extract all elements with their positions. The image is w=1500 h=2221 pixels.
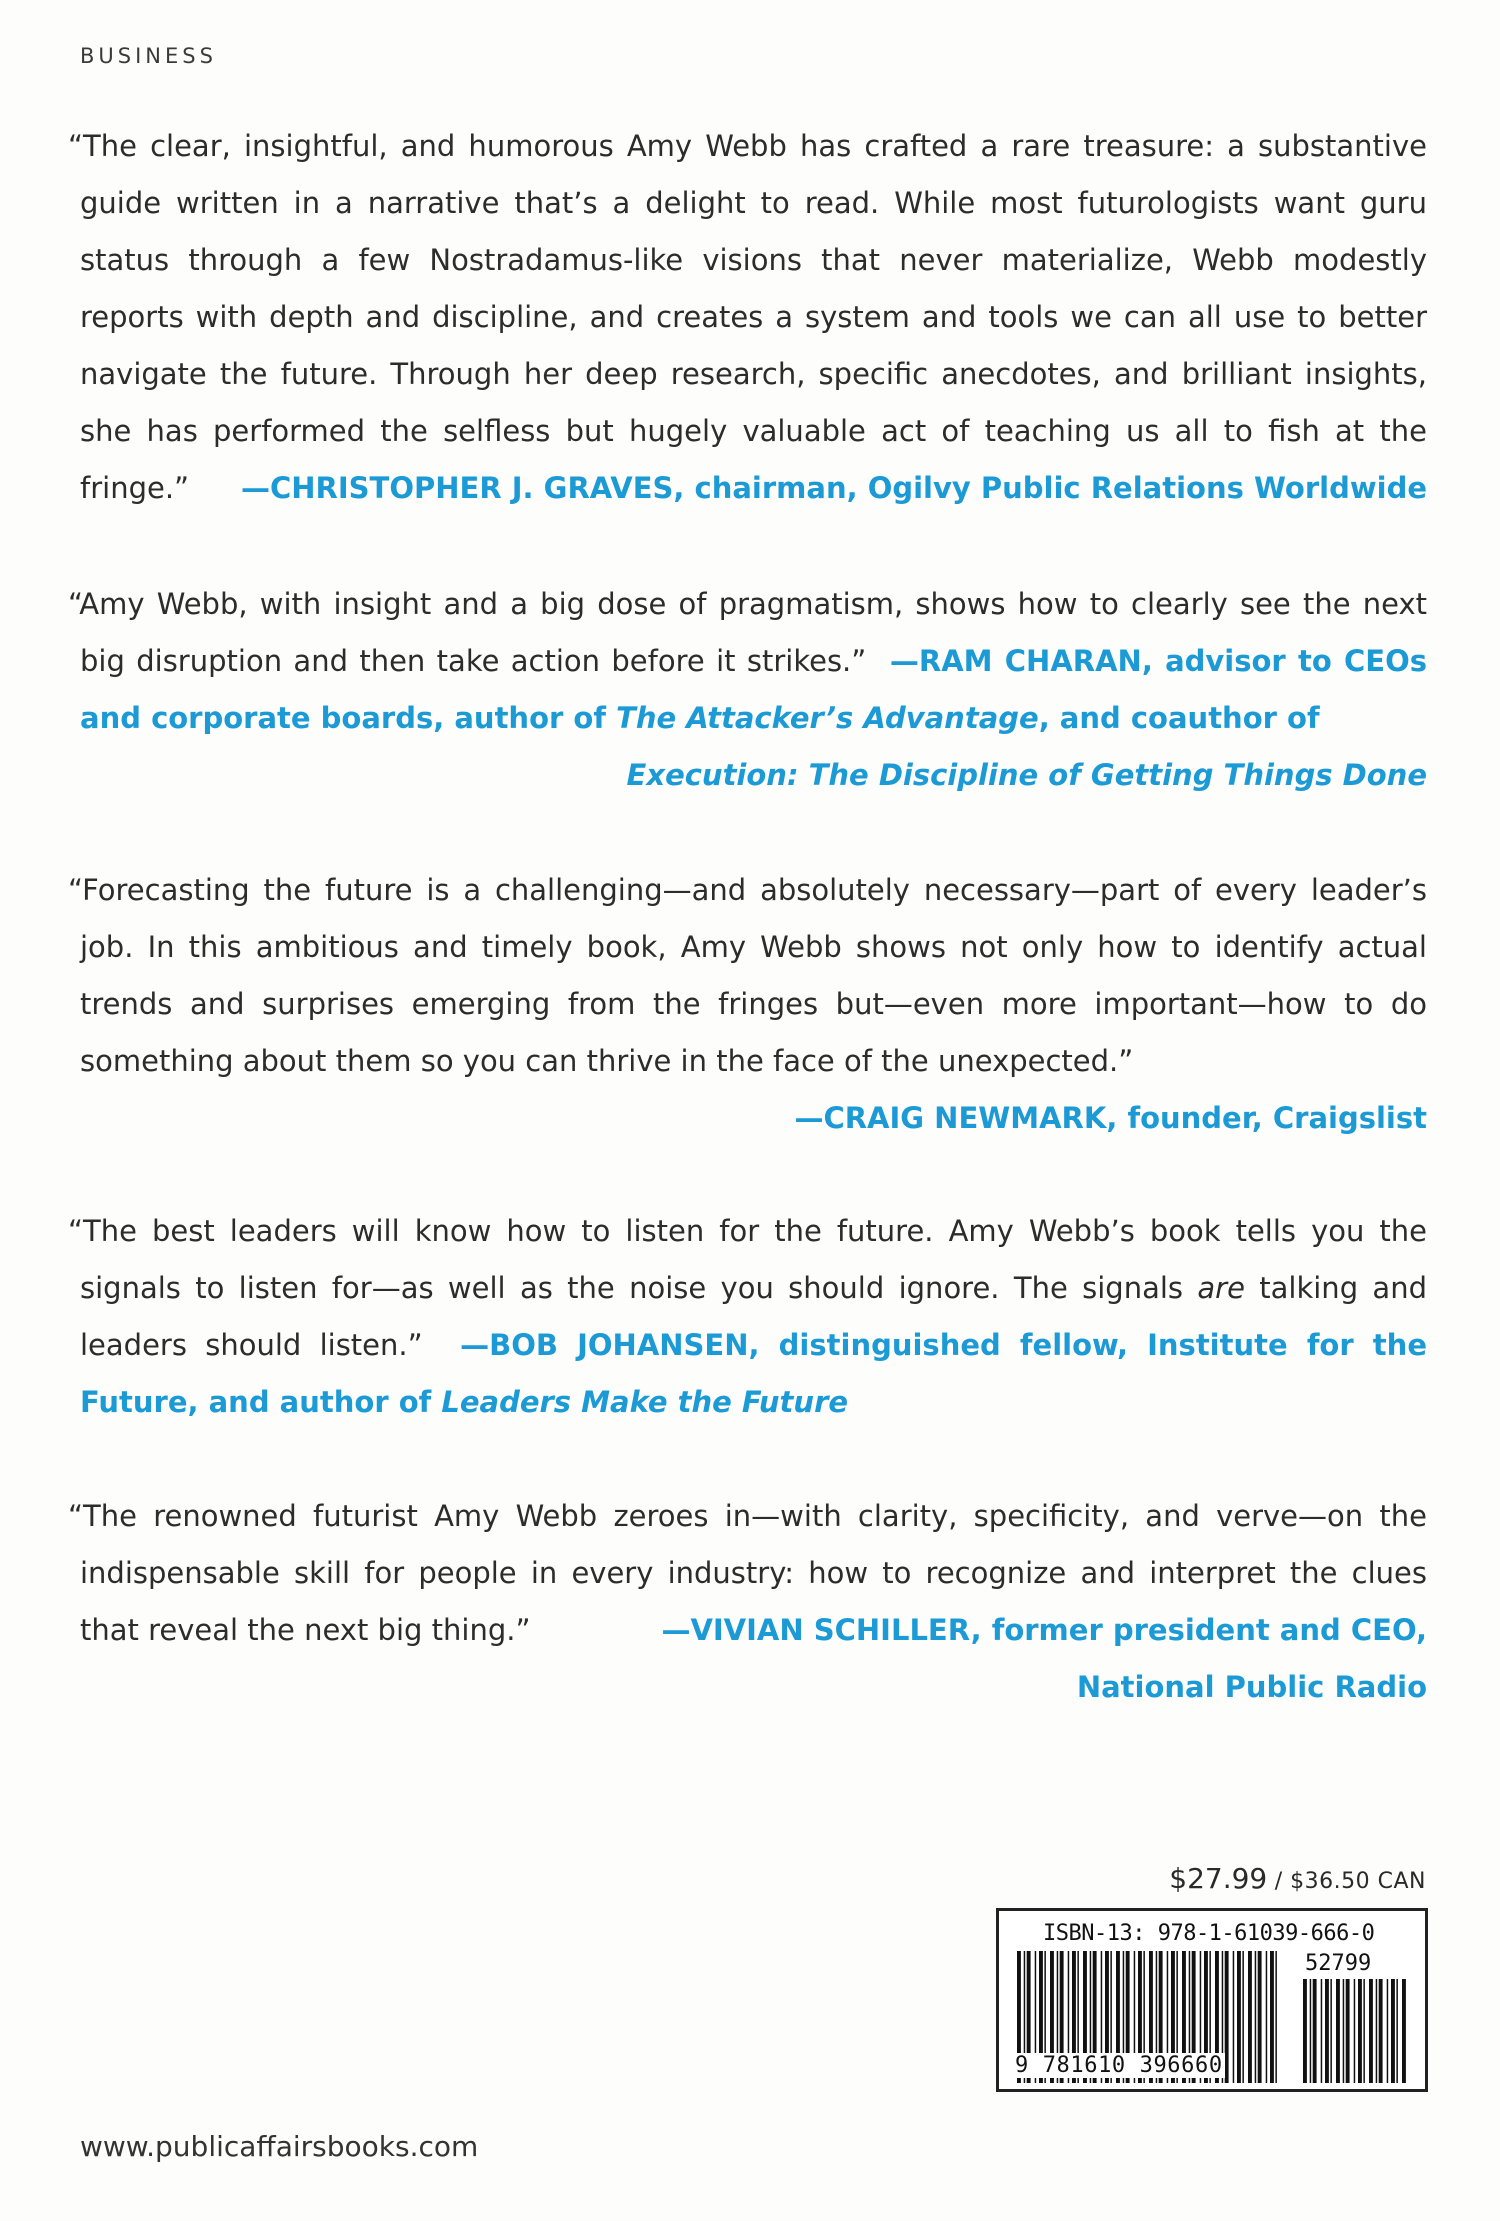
barcode-bar bbox=[1387, 1979, 1389, 2083]
johansen-quote-b: talking and leaders should listen.” bbox=[80, 1271, 1427, 1362]
barcode-bar bbox=[1354, 1979, 1356, 2083]
charan-book-2: Execution: The Discipline of Getting Things Done bbox=[626, 758, 1427, 792]
barcode-box bbox=[996, 1908, 1428, 2092]
barcode-bar bbox=[1225, 1951, 1229, 2083]
price-us: $27.99 bbox=[1169, 1862, 1268, 1895]
johansen-quote-a: “The best leaders will know how to listen for the future. Amy Webb’s book tells you the signals to listen for—as well as the noise you should ignore. The signals bbox=[68, 1214, 1427, 1305]
price-code: 52799 bbox=[1305, 1951, 1372, 1976]
charan-book-1: The Attacker’s Advantage bbox=[616, 701, 1039, 735]
barcode-bar bbox=[1237, 1951, 1241, 2083]
barcode-bar bbox=[1275, 1951, 1277, 2083]
barcode-bar bbox=[1242, 1951, 1244, 2083]
category-label: BUSINESS bbox=[80, 44, 217, 68]
barcode-bar bbox=[1376, 1979, 1378, 2083]
barcode-bar bbox=[1346, 1979, 1350, 2083]
barcode-bar bbox=[1310, 1979, 1312, 2083]
price-can: $36.50 CAN bbox=[1290, 1869, 1426, 1894]
barcode-number: 9 781610 396660 bbox=[1015, 2053, 1223, 2078]
barcode-bar bbox=[1343, 1979, 1345, 2083]
blurb-newmark bbox=[68, 862, 1427, 1147]
charan-book-2-line bbox=[80, 747, 1427, 804]
blurb-johansen bbox=[68, 1203, 1427, 1431]
price bbox=[1169, 1862, 1426, 1895]
charan-attr-text-2: , and coauthor of bbox=[1038, 701, 1320, 735]
barcode-bar bbox=[1330, 1979, 1332, 2083]
blurb-graves-quote: “The clear, insightful, and humorous Amy Webb has crafted a rare treasure: a substantive guide written in a narrative that’s a delight to read. While most futurologists want guru status through a few Nostradamus-like visions that never materialize, Webb modestly reports with depth and discipline, and creates a system and tools we can all use to better navigate the future. Through her deep research, specific anecdotes, and brilliant insights, she has performed the selfless but hugely valuable act of teaching us all to fish at the fringe.” bbox=[68, 129, 1427, 505]
johansen-attr-text: —BOB JOHANSEN, distinguished fellow, Institute for the Future, and author of bbox=[80, 1328, 1427, 1419]
blurb-schiller-quote: “The renowned futurist Amy Webb zeroes in—with clarity, specificity, and verve—on the indispensable skill for people in every industry: how to recognize and interpret the clues that reveal the next big thing.” bbox=[68, 1499, 1427, 1647]
isbn-text: ISBN-13: 978-1-61039-666-0 bbox=[1043, 1921, 1375, 1946]
barcode-bar bbox=[1266, 1951, 1268, 2083]
barcode-bar bbox=[1233, 1951, 1235, 2083]
barcode-bar bbox=[1325, 1979, 1329, 2083]
barcode-bar bbox=[1358, 1979, 1362, 2083]
barcode-bar bbox=[1391, 1979, 1395, 2083]
blurb-schiller bbox=[68, 1488, 1427, 1716]
schiller-attribution-a: —VIVIAN SCHILLER, former president and CEO, bbox=[661, 1613, 1427, 1647]
barcode-bar bbox=[1313, 1979, 1317, 2083]
blurb-graves bbox=[68, 118, 1427, 517]
blurb-newmark-quote: “Forecasting the future is a challenging—and absolutely necessary—part of every leader’s job. In this ambitious and timely book, Amy Webb shows not only how to identify actual trends and surprises emerging from the fringes but—even more important—how to do something about them so you can thrive in the face of the unexpected.” bbox=[68, 873, 1427, 1078]
price-sep: / bbox=[1267, 1869, 1291, 1894]
publisher-url: www.publicaffairsbooks.com bbox=[80, 2130, 479, 2163]
blurb-charan bbox=[68, 576, 1427, 804]
barcode-bar bbox=[1270, 1951, 1274, 2083]
barcode-bar bbox=[1258, 1951, 1262, 2083]
barcode-bar bbox=[1321, 1979, 1323, 2083]
barcode-bar bbox=[1255, 1951, 1257, 2083]
johansen-book: Leaders Make the Future bbox=[441, 1385, 849, 1419]
johansen-quote-em: are bbox=[1197, 1271, 1245, 1305]
barcode-bar bbox=[1363, 1979, 1365, 2083]
schiller-attribution-b: National Public Radio bbox=[1076, 1670, 1427, 1704]
blurb-charan-quote: “Amy Webb, with insight and a big dose of pragmatism, shows how to clearly see the next big disruption and then take action before it strikes.” bbox=[68, 587, 1427, 678]
barcode-bar bbox=[1396, 1979, 1398, 2083]
charan-attr-text: —RAM CHARAN, advisor to CEOs and corporate boards, author of bbox=[80, 644, 1427, 735]
barcode-bar bbox=[1369, 1979, 1373, 2083]
barcode-bar bbox=[1303, 1979, 1307, 2083]
blurb-graves-attribution: —CHRISTOPHER J. GRAVES, chairman, Ogilvy Public Relations Worldwide bbox=[240, 471, 1427, 505]
barcode-bar bbox=[1248, 1951, 1252, 2083]
barcode-bar bbox=[1402, 1979, 1406, 2083]
blurb-newmark-attribution: —CRAIG NEWMARK, founder, Craigslist bbox=[794, 1101, 1427, 1135]
barcode-bar bbox=[1336, 1979, 1340, 2083]
barcode-bar bbox=[1379, 1979, 1383, 2083]
